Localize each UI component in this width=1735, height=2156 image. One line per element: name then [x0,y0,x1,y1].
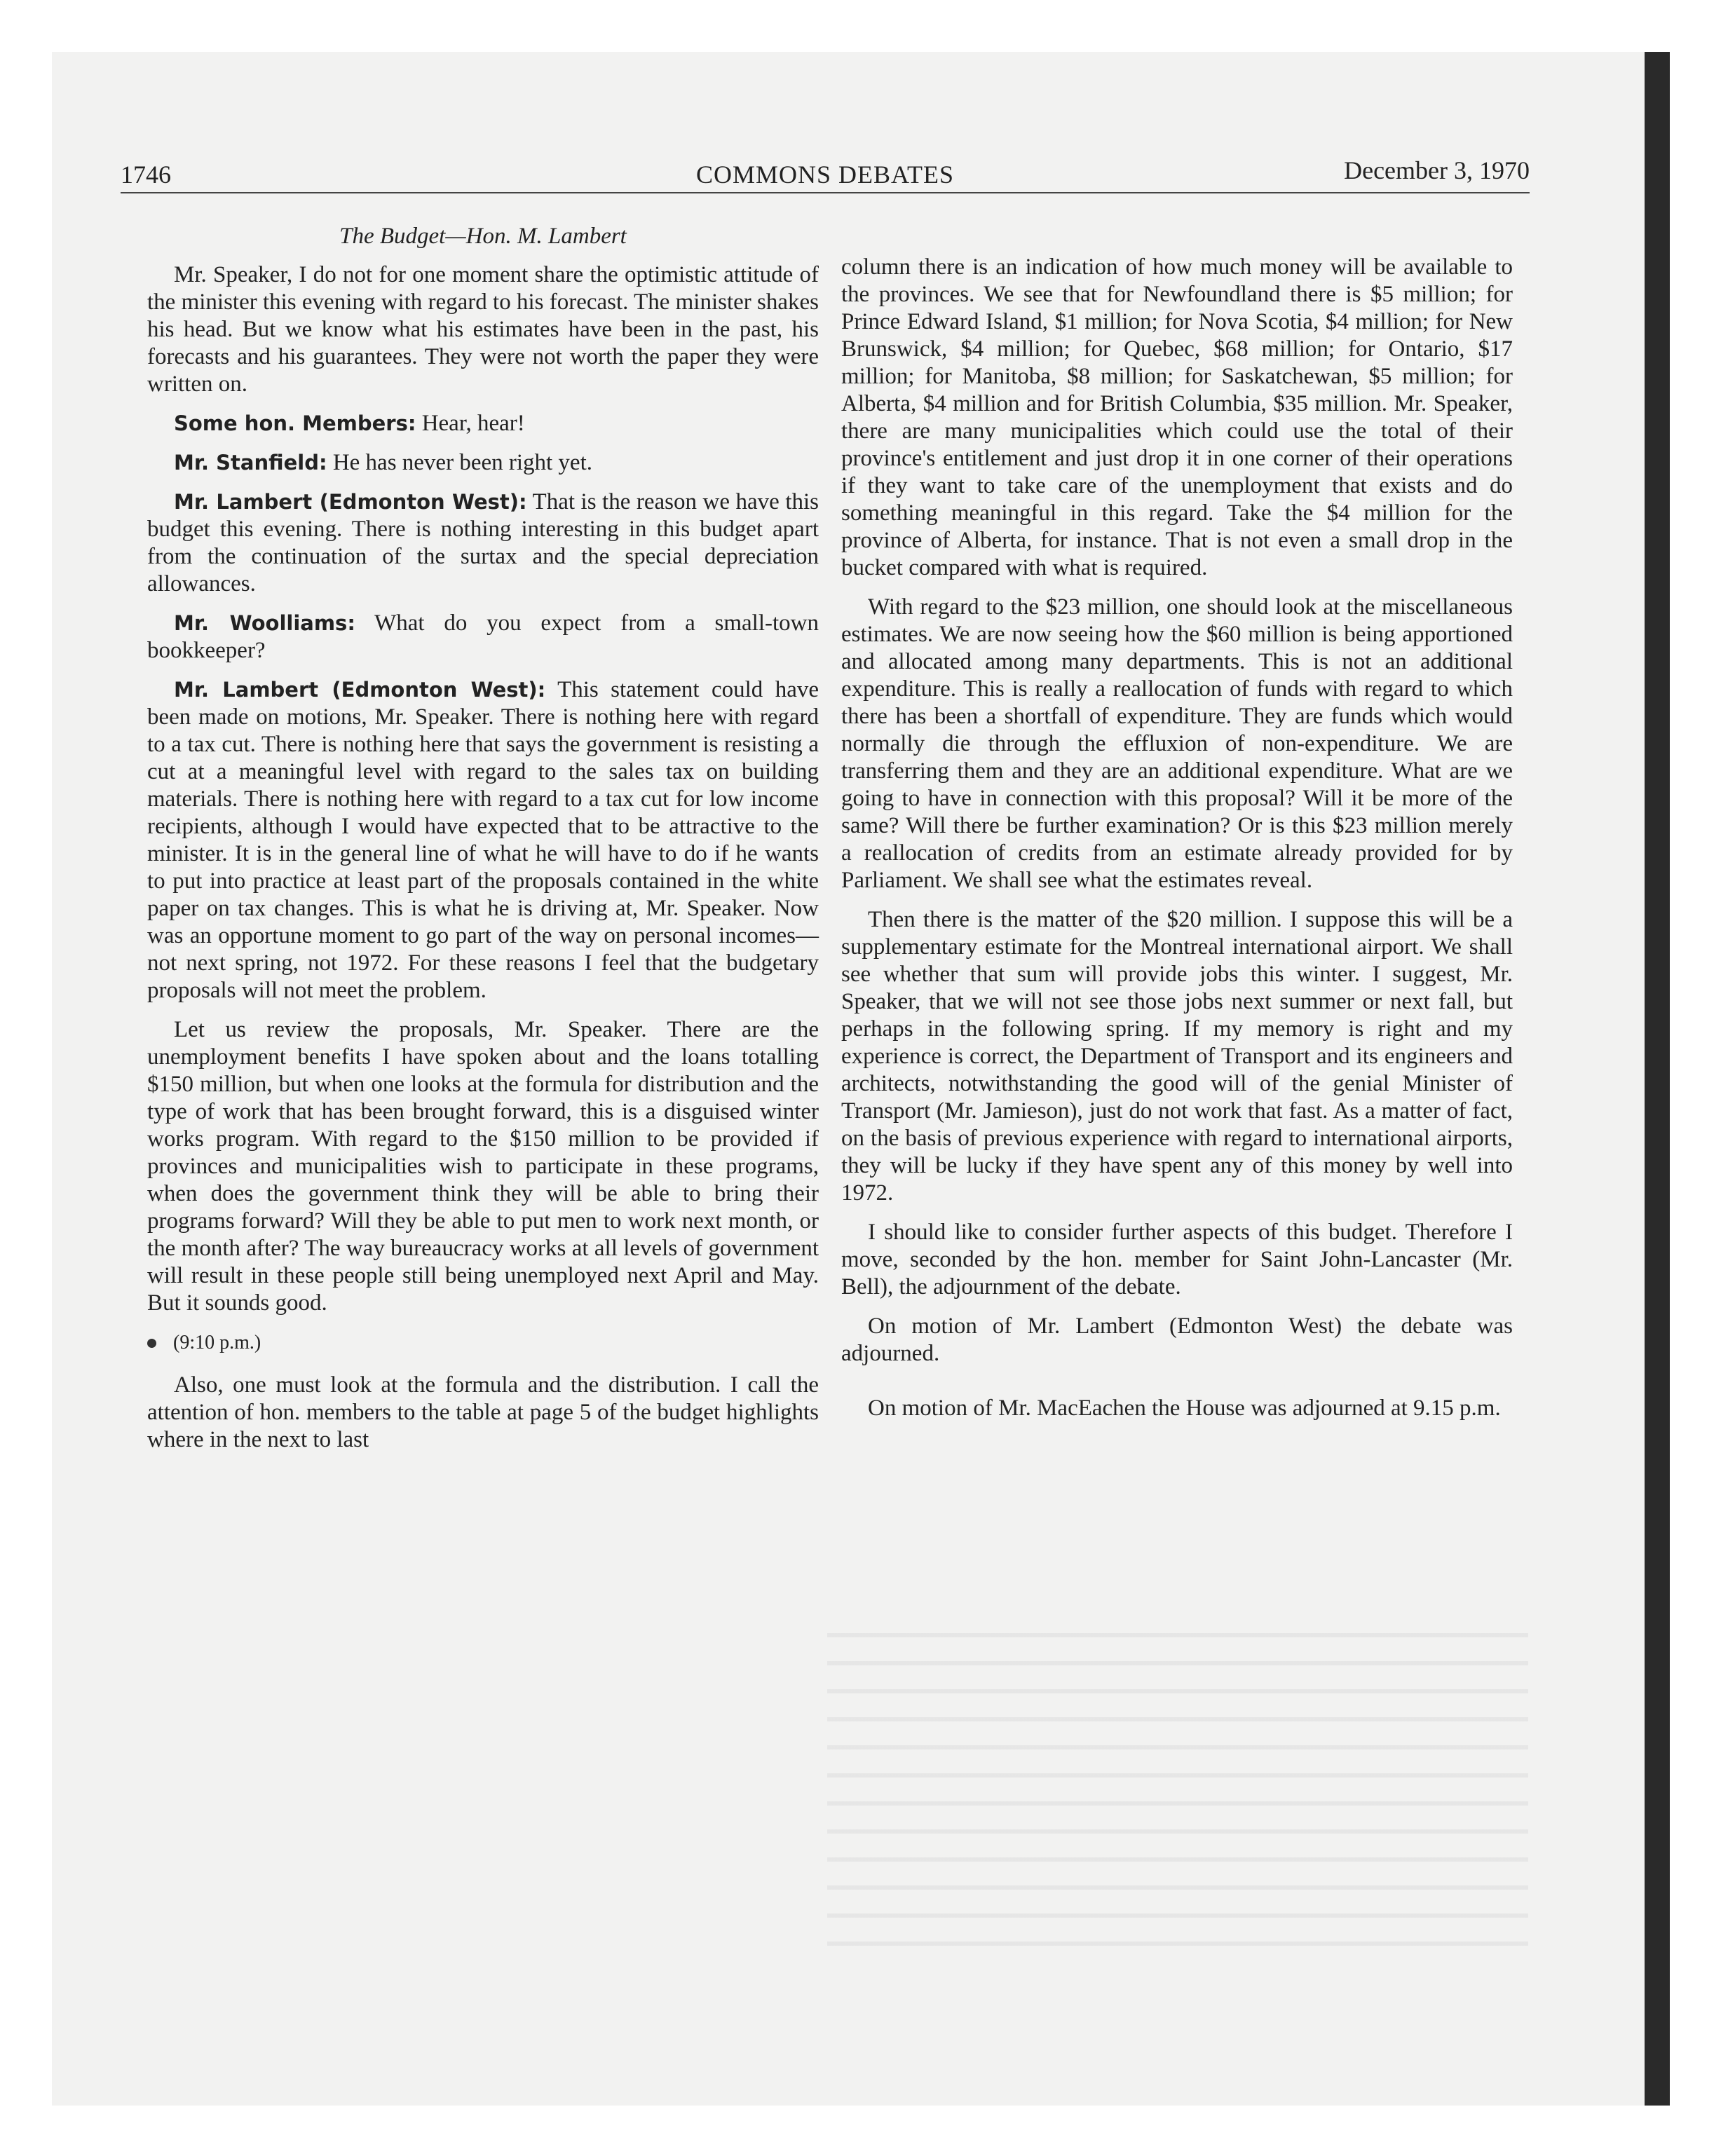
section-heading: The Budget—Hon. M. Lambert [339,224,627,249]
paragraph: On motion of Mr. MacEachen the House was adjourned at 9.15 p.m. [868,1396,1501,1421]
speech-text: He has never been right yet. [332,450,592,475]
paragraph: Let us review the proposals, Mr. Speaker. There are the unemployment benefits I have spoken about and the loans totalling $150 million, but when one looks at the formula for distribution and the type of work that has been brought forward, this is a disguised winter works program. With regard to the $150 million to be provided if provinces and municipalities wish to participate in these programs, when does the government think they will be able to bring their programs forward? Will they be able to put men to work next month, or the month after? The way bureaucracy works at all levels of government will result in these people still being unemployed next April and May. But it sounds good. [147,1017,819,1316]
speech-text: Hear, hear! [421,411,525,436]
left-column [147,223,819,1466]
bleed-through-text [827,1633,1528,1970]
paragraph: Also, one must look at the formula and the distribution. I call the attention of hon. members to the table at page 5 of the budget highlights where in the next to last [147,1372,819,1452]
scan-edge-shadow [1645,52,1670,2106]
right-column [841,254,1513,1434]
speaker-name: Some hon. Members: [174,411,416,435]
paragraph: Mr. Speaker, I do not for one moment share the optimistic attitude of the minister this evening with regard to his forecast. The minister shakes his head. But we know what his estimates have been in the past, his forecasts and his guarantees. They were not worth the paper they were written on. [147,262,819,397]
speech [147,410,819,437]
time-text: (9:10 p.m.) [173,1332,261,1353]
speech [147,449,819,477]
bullet-icon [147,1339,156,1348]
speech-text: This statement could have been made on motions, Mr. Speaker. There is nothing here with regard to a tax cut. There is nothing here that says the government is resisting a cut at a meaningful level with regard to the sales tax on building materials. There is nothing here with regard to a tax cut for low income recipients, although I would have expected that to be attractive to the minister. It is in the general line of what he will have to do if he wants to put into practice at least part of the proposals contained in the white paper on tax changes. This is what he is driving at, Mr. Speaker. Now was an opportune moment to go part of the way on personal incomes—not next spring, not 1972. For these reasons I feel that the budgetary proposals will not meet the problem. [147,677,819,1003]
paragraph: With regard to the $23 million, one should look at the miscellaneous estimates. We are now seeing how the $60 million is being apportioned and allocated among many departments. This is not an additional expenditure. This is really a reallocation of funds with regard to which there has been a shortfall of expenditure. They are funds which would normally die through the effluxion of non-expenditure. We are transferring them and they are an additional expenditure. What are we going to have in connection with this proposal? Will it be more of the same? Will there be further examination? Or is this $23 million merely a reallocation of credits from an estimate already provided for by Parliament. We shall see what the estimates reveal. [841,594,1513,893]
paragraph: Then there is the matter of the $20 million. I suppose this will be a supplementary estimate for the Montreal international airport. We shall see whether that sum will provide jobs this winter. I suggest, Mr. Speaker, that we will not see those jobs next summer or next fall, but perhaps in the following spring. If my memory is right and my experience is correct, the Department of Transport and its engineers and architects, notwithstanding the good will of the genial Minister of Transport (Mr. Jamieson), just do not work that fast. As a matter of fact, on the basis of previous experience with regard to international airports, they will be lucky if they have spent any of this money by well into 1972. [841,907,1513,1206]
paragraph: column there is an indication of how much money will be available to the provinces. We see that for Newfoundland there is $5 million; for Prince Edward Island, $1 million; for Nova Scotia, $4 million; for New Brunswick, $4 million; for Quebec, $68 million; for Ontario, $17 million; for Manitoba, $8 million; for Saskatchewan, $5 million; for Alberta, $4 million and for British Columbia, $35 million. Mr. Speaker, there are many municipalities which could use the total of their province's entitlement and just drop it in one corner of their operations if they want to take care of the unemployment that exists and do something meaningful in this regard. Take the $4 million for the province of Alberta, for instance. That is not even a small drop in the bucket compared with what is required. [841,254,1513,580]
page-number: 1746 [121,161,171,189]
speaker-name: Mr. Lambert (Edmonton West): [174,490,527,514]
publication-title: COMMONS DEBATES [695,161,955,189]
speech-text: That is the reason we have this budget this evening. There is nothing interesting in this budget apart from the continuation of the surtax and the special depreciation allowances. [147,489,819,596]
paragraph: I should like to consider further aspects of this budget. Therefore I move, seconded by the hon. member for Saint John-Lancaster (Mr. Bell), the adjournment of the debate. [841,1220,1513,1299]
speech [147,489,819,598]
speaker-name: Mr. Lambert (Edmonton West): [174,678,546,702]
time-marker [147,1329,819,1356]
page-header [121,156,1530,193]
speech-text: What do you expect from a small-town bookkeeper? [147,610,819,663]
speaker-name: Mr. Woolliams: [174,611,355,635]
speech [147,610,819,664]
issue-date: December 3, 1970 [1344,156,1530,184]
paragraph: On motion of Mr. Lambert (Edmonton West) the debate was adjourned. [841,1314,1513,1366]
speech [147,676,819,1004]
speaker-name: Mr. Stanfield: [174,451,327,475]
